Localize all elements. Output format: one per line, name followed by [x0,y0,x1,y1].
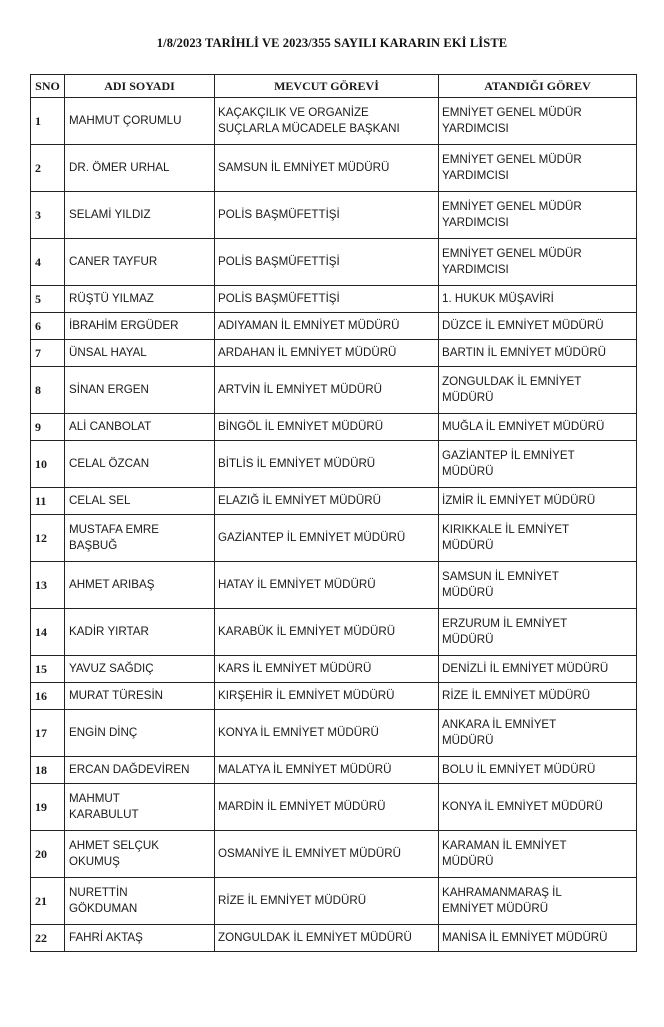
sno-cell [31,340,65,367]
sno-cell-text: 5 [35,292,41,306]
assigned-position-cell [439,609,637,656]
name-cell-text: MAHMUT ÇORUMLU [69,114,182,127]
assigned-position-cell [439,683,637,710]
sno-cell [31,313,65,340]
assigned-position-cell-text: DÜZCE İL EMNİYET MÜDÜRÜ [442,319,604,332]
sno-cell [31,562,65,609]
current-position-cell-text: KIRŞEHİR İL EMNİYET MÜDÜRÜ [218,689,395,702]
sno-cell [31,98,65,145]
assigned-position-cell [439,710,637,757]
name-cell [65,515,215,562]
sno-cell-text: 20 [35,847,47,861]
name-cell-text: MUSTAFA EMRE BAŞBUĞ [69,523,159,552]
current-position-cell-text: ELAZIĞ İL EMNİYET MÜDÜRÜ [218,494,381,507]
assigned-position-cell-text: EMNİYET GENEL MÜDÜR YARDIMCISI [442,247,582,276]
assigned-position-cell-text: BARTIN İL EMNİYET MÜDÜRÜ [442,346,607,359]
assigned-position-cell-text: ANKARA İL EMNİYET MÜDÜRÜ [442,718,557,747]
current-position-cell [215,313,439,340]
current-position-cell-text: GAZİANTEP İL EMNİYET MÜDÜRÜ [218,531,406,544]
name-cell-text: ENGİN DİNÇ [69,726,138,739]
current-position-cell-text: RİZE İL EMNİYET MÜDÜRÜ [218,894,367,907]
sno-cell-text: 14 [35,625,47,639]
table-row [31,925,637,952]
assigned-position-cell [439,414,637,441]
sno-cell-text: 7 [35,346,41,360]
sno-cell [31,683,65,710]
name-cell-text: MURAT TÜRESİN [69,689,164,702]
current-position-cell-text: MARDİN İL EMNİYET MÜDÜRÜ [218,800,386,813]
assigned-position-cell-text: ERZURUM İL EMNİYET MÜDÜRÜ [442,617,568,646]
sno-cell-text: 6 [35,319,41,333]
current-position-cell-text: BİTLİS İL EMNİYET MÜDÜRÜ [218,457,376,470]
current-position-cell [215,757,439,784]
assigned-position-cell [439,340,637,367]
assigned-position-cell-text: EMNİYET GENEL MÜDÜR YARDIMCISI [442,106,582,135]
current-position-cell-text: ZONGULDAK İL EMNİYET MÜDÜRÜ [218,931,412,944]
current-position-cell [215,414,439,441]
assigned-position-cell-text: GAZİANTEP İL EMNİYET MÜDÜRÜ [442,449,575,478]
name-cell-text: YAVUZ SAĞDIÇ [69,662,154,675]
name-cell [65,925,215,952]
sno-cell-text: 18 [35,763,47,777]
current-position-cell-text: SAMSUN İL EMNİYET MÜDÜRÜ [218,161,390,174]
table-row [31,878,637,925]
assigned-position-cell [439,831,637,878]
appointment-table [30,74,637,952]
current-position-cell [215,609,439,656]
assigned-position-cell [439,488,637,515]
table-row [31,414,637,441]
sno-cell [31,239,65,286]
sno-cell [31,286,65,313]
header-sno: SNO [31,75,65,98]
sno-cell-text: 13 [35,578,47,592]
sno-cell [31,757,65,784]
current-position-cell-text: HATAY İL EMNİYET MÜDÜRÜ [218,578,376,591]
name-cell-text: İBRAHİM ERGÜDER [69,319,179,332]
name-cell-text: ALİ CANBOLAT [69,420,152,433]
assigned-position-cell [439,145,637,192]
current-position-cell-text: ADIYAMAN İL EMNİYET MÜDÜRÜ [218,319,400,332]
sno-cell-text: 12 [35,531,47,545]
assigned-position-cell-text: DENİZLİ İL EMNİYET MÜDÜRÜ [442,662,609,675]
assigned-position-cell-text: KAHRAMANMARAŞ İL EMNİYET MÜDÜRÜ [442,886,562,915]
name-cell [65,239,215,286]
assigned-position-cell [439,562,637,609]
current-position-cell [215,710,439,757]
assigned-position-cell-text: KARAMAN İL EMNİYET MÜDÜRÜ [442,839,567,868]
assigned-position-cell-text: 1. HUKUK MÜŞAVİRİ [442,292,554,305]
current-position-cell-text: OSMANİYE İL EMNİYET MÜDÜRÜ [218,847,401,860]
name-cell [65,98,215,145]
current-position-cell [215,656,439,683]
name-cell [65,367,215,414]
name-cell-text: KADİR YIRTAR [69,625,149,638]
sno-cell-text: 19 [35,800,47,814]
current-position-cell [215,441,439,488]
current-position-cell-text: KARABÜK İL EMNİYET MÜDÜRÜ [218,625,396,638]
name-cell [65,192,215,239]
table-row [31,441,637,488]
assigned-position-cell [439,98,637,145]
name-cell [65,878,215,925]
name-cell-text: ÜNSAL HAYAL [69,346,147,359]
table-row [31,683,637,710]
sno-cell [31,784,65,831]
name-cell [65,609,215,656]
table-row [31,515,637,562]
table-header-row [31,75,637,98]
name-cell [65,145,215,192]
assigned-position-cell-text: RİZE İL EMNİYET MÜDÜRÜ [442,689,591,702]
name-cell-text: DR. ÖMER URHAL [69,161,170,174]
current-position-cell [215,878,439,925]
name-cell [65,656,215,683]
sno-cell-text: 1 [35,114,41,128]
assigned-position-cell-text: EMNİYET GENEL MÜDÜR YARDIMCISI [442,200,582,229]
current-position-cell-text: ARDAHAN İL EMNİYET MÜDÜRÜ [218,346,397,359]
table-row [31,340,637,367]
current-position-cell [215,286,439,313]
assigned-position-cell-text: KIRIKKALE İL EMNİYET MÜDÜRÜ [442,523,570,552]
name-cell [65,757,215,784]
name-cell-text: MAHMUT KARABULUT [69,792,139,821]
sno-cell [31,878,65,925]
name-cell-text: CELAL ÖZCAN [69,457,150,470]
table-body [31,98,637,952]
current-position-cell-text: KARS İL EMNİYET MÜDÜRÜ [218,662,372,675]
name-cell-text: NURETTİN GÖKDUMAN [69,886,138,915]
name-cell-text: SELAMİ YILDIZ [69,208,151,221]
table-row [31,710,637,757]
header-assigned-position: ATANDIĞI GÖREV [439,75,637,98]
sno-cell [31,609,65,656]
sno-cell-text: 16 [35,689,47,703]
header-name: ADI SOYADI [65,75,215,98]
sno-cell [31,925,65,952]
table-row [31,286,637,313]
name-cell [65,414,215,441]
assigned-position-cell [439,757,637,784]
table-row [31,239,637,286]
assigned-position-cell [439,441,637,488]
sno-cell [31,515,65,562]
assigned-position-cell [439,367,637,414]
assigned-position-cell-text: MUĞLA İL EMNİYET MÜDÜRÜ [442,420,605,433]
assigned-position-cell-text: KONYA İL EMNİYET MÜDÜRÜ [442,800,603,813]
assigned-position-cell [439,878,637,925]
sno-cell-text: 11 [35,494,47,508]
current-position-cell [215,145,439,192]
name-cell [65,831,215,878]
header-current-position: MEVCUT GÖREVİ [215,75,439,98]
current-position-cell-text: POLİS BAŞMÜFETTİŞİ [218,255,340,268]
table-row [31,367,637,414]
name-cell [65,313,215,340]
current-position-cell [215,98,439,145]
name-cell-text: SİNAN ERGEN [69,383,149,396]
assigned-position-cell-text: SAMSUN İL EMNİYET MÜDÜRÜ [442,570,559,599]
current-position-cell [215,367,439,414]
sno-cell-text: 4 [35,255,41,269]
assigned-position-cell [439,313,637,340]
current-position-cell-text: ARTVİN İL EMNİYET MÜDÜRÜ [218,383,383,396]
name-cell [65,286,215,313]
table-row [31,98,637,145]
current-position-cell [215,515,439,562]
current-position-cell-text: BİNGÖL İL EMNİYET MÜDÜRÜ [218,420,384,433]
sno-cell [31,145,65,192]
assigned-position-cell [439,192,637,239]
name-cell [65,340,215,367]
table-row [31,192,637,239]
sno-cell-text: 21 [35,894,47,908]
name-cell-text: ERCAN DAĞDEVİREN [69,763,190,776]
table-row [31,609,637,656]
assigned-position-cell [439,656,637,683]
table-row [31,656,637,683]
sno-cell [31,656,65,683]
assigned-position-cell [439,784,637,831]
table-row [31,313,637,340]
table-row [31,784,637,831]
assigned-position-cell-text: EMNİYET GENEL MÜDÜR YARDIMCISI [442,153,582,182]
table-row [31,831,637,878]
name-cell [65,488,215,515]
name-cell-text: CANER TAYFUR [69,255,158,268]
table-row [31,488,637,515]
current-position-cell-text: KONYA İL EMNİYET MÜDÜRÜ [218,726,379,739]
name-cell [65,784,215,831]
name-cell-text: RÜŞTÜ YILMAZ [69,292,154,305]
current-position-cell [215,488,439,515]
sno-cell-text: 10 [35,457,47,471]
name-cell [65,441,215,488]
current-position-cell-text: POLİS BAŞMÜFETTİŞİ [218,208,340,221]
name-cell [65,683,215,710]
name-cell [65,710,215,757]
assigned-position-cell [439,925,637,952]
table-row [31,145,637,192]
assigned-position-cell-text: ZONGULDAK İL EMNİYET MÜDÜRÜ [442,375,582,404]
assigned-position-cell [439,515,637,562]
name-cell-text: AHMET SELÇUK OKUMUŞ [69,839,159,868]
sno-cell [31,488,65,515]
current-position-cell [215,239,439,286]
sno-cell [31,192,65,239]
current-position-cell [215,562,439,609]
name-cell-text: CELAL SEL [69,494,131,507]
assigned-position-cell [439,239,637,286]
table-row [31,562,637,609]
current-position-cell [215,925,439,952]
current-position-cell [215,831,439,878]
sno-cell [31,441,65,488]
current-position-cell [215,784,439,831]
sno-cell-text: 22 [35,931,47,945]
table-row [31,757,637,784]
sno-cell [31,414,65,441]
sno-cell [31,367,65,414]
current-position-cell-text: MALATYA İL EMNİYET MÜDÜRÜ [218,763,392,776]
sno-cell-text: 15 [35,662,47,676]
assigned-position-cell-text: MANİSA İL EMNİYET MÜDÜRÜ [442,931,608,944]
current-position-cell [215,340,439,367]
sno-cell [31,831,65,878]
name-cell-text: AHMET ARIBAŞ [69,578,155,591]
name-cell-text: FAHRİ AKTAŞ [69,931,143,944]
name-cell [65,562,215,609]
sno-cell-text: 8 [35,383,41,397]
sno-cell-text: 17 [35,726,47,740]
current-position-cell-text: POLİS BAŞMÜFETTİŞİ [218,292,340,305]
sno-cell [31,710,65,757]
current-position-cell [215,192,439,239]
sno-cell-text: 3 [35,208,41,222]
assigned-position-cell [439,286,637,313]
assigned-position-cell-text: BOLU İL EMNİYET MÜDÜRÜ [442,763,596,776]
sno-cell-text: 2 [35,161,41,175]
sno-cell-text: 9 [35,420,41,434]
document-title: 1/8/2023 TARİHLİ VE 2023/355 SAYILI KARARIN EKİ LİSTE [156,36,508,50]
current-position-cell [215,683,439,710]
assigned-position-cell-text: İZMİR İL EMNİYET MÜDÜRÜ [442,494,596,507]
current-position-cell-text: KAÇAKÇILIK VE ORGANİZE SUÇLARLA MÜCADELE BAŞKANI [218,106,400,135]
